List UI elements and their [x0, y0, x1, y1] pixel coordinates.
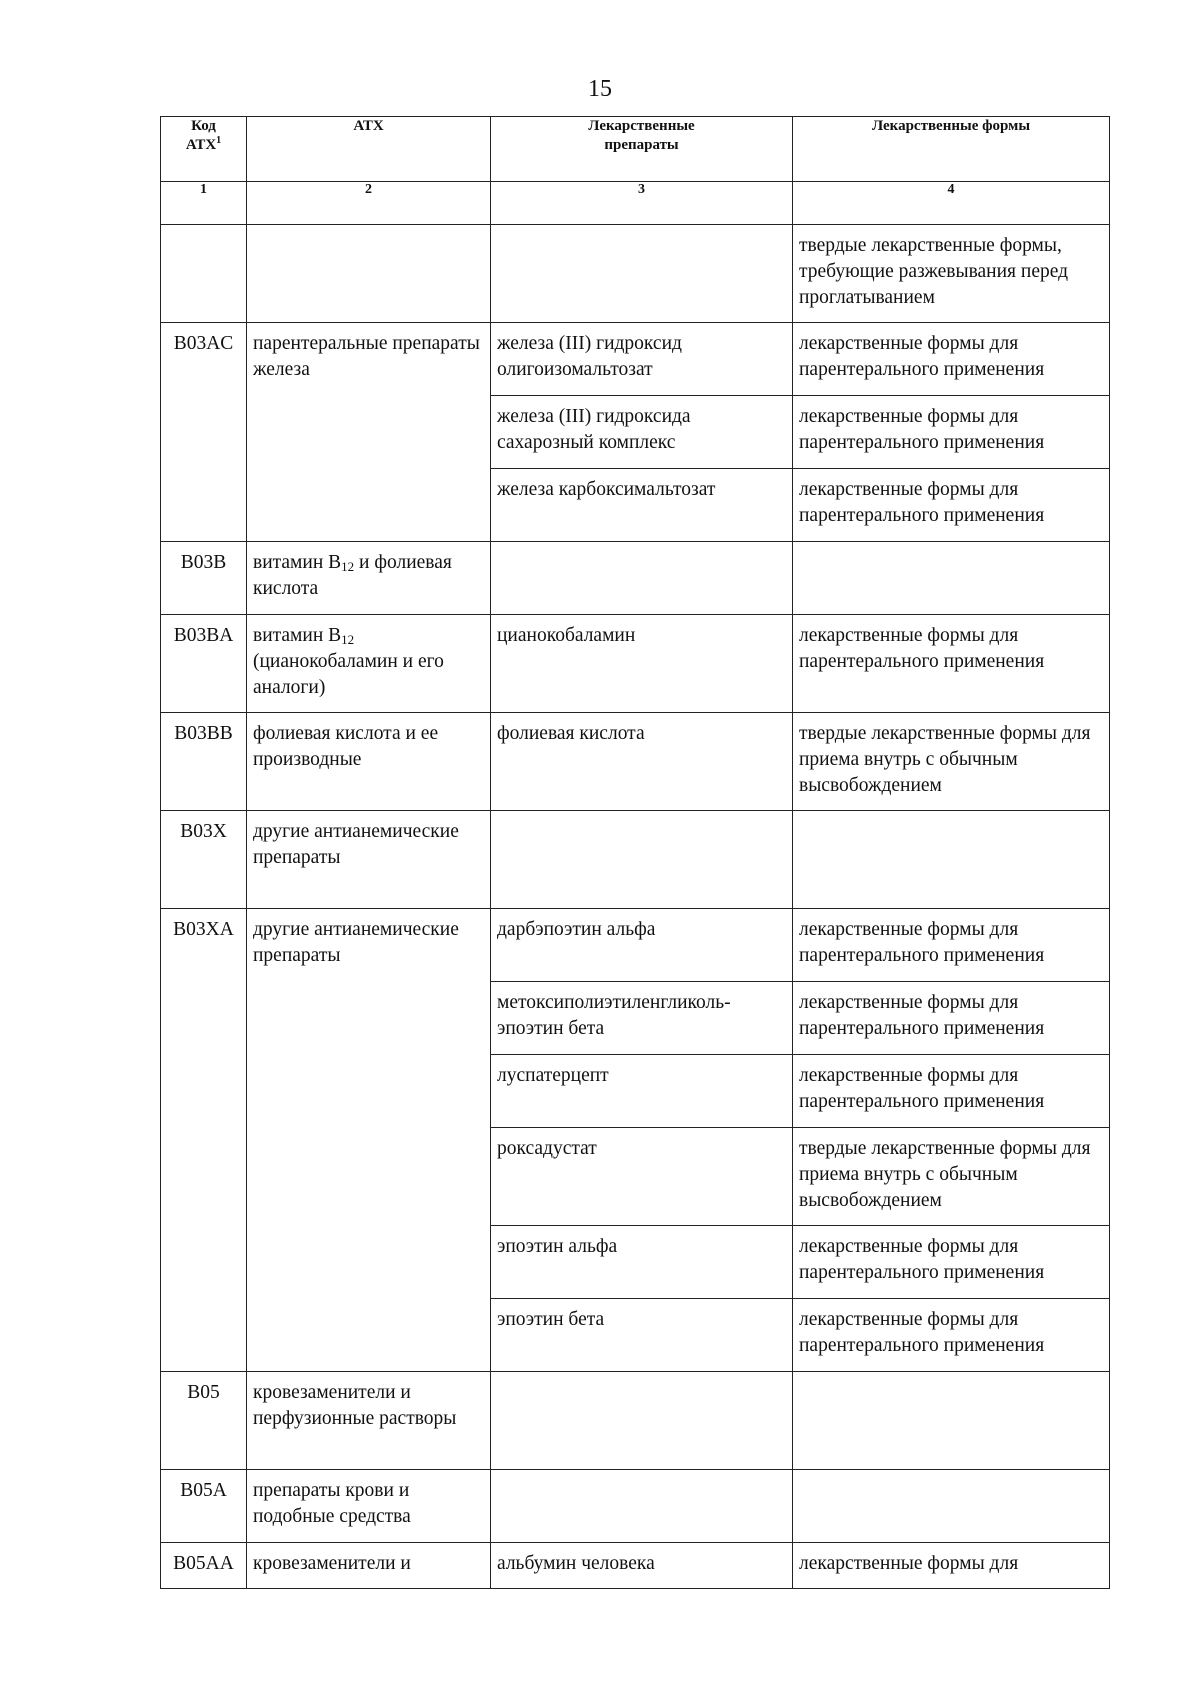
drug-cell: луспатерцепт — [491, 1055, 793, 1128]
table-row — [161, 1543, 1110, 1589]
drug-cell: железа карбоксимальтозат — [491, 469, 793, 542]
form-cell: лекарственные формы для парентерального применения — [793, 982, 1110, 1055]
form-cell: лекарственные формы для парентерального применения — [793, 323, 1110, 396]
atc-name-cell: парентеральные препараты железа — [247, 323, 491, 542]
form-cell: лекарственные формы для парентерального применения — [793, 1299, 1110, 1372]
table-row — [161, 323, 1110, 396]
atc-name-cell — [247, 225, 491, 323]
form-cell: лекарственные формы для парентерального применения — [793, 615, 1110, 713]
atc-code-cell: B05 — [161, 1372, 247, 1470]
atc-name-cell: витамин $B_{12}$ и фолиевая кислота — [247, 542, 491, 615]
atc-name-cell: другие антианемические препараты — [247, 811, 491, 909]
atc-code-cell: B05AA — [161, 1543, 247, 1589]
atc-name-cell: другие антианемические препараты — [247, 909, 491, 1372]
header-drugs-label: Лекарственные препараты — [588, 118, 695, 153]
form-cell: твердые лекарственные формы, требующие разжевывания перед проглатыванием — [793, 225, 1110, 323]
header-drugs — [491, 117, 793, 182]
drug-cell: фолиевая кислота — [491, 713, 793, 811]
atc-code-cell — [161, 225, 247, 323]
form-cell: лекарственные формы для парентерального применения — [793, 1226, 1110, 1299]
table-row — [161, 615, 1110, 713]
form-cell — [793, 1470, 1110, 1543]
atc-code-cell: B03BA — [161, 615, 247, 713]
atc-name-cell: кровезаменители и перфузионные растворы — [247, 1372, 491, 1470]
drug-cell — [491, 1470, 793, 1543]
header-atc: АТХ — [247, 117, 491, 182]
drug-cell — [491, 811, 793, 909]
atc-code-cell: B03AC — [161, 323, 247, 542]
form-cell: лекарственные формы для парентерального применения — [793, 469, 1110, 542]
footnote-marker: 1 — [216, 135, 222, 146]
drug-cell — [491, 542, 793, 615]
drug-cell: железа (III) гидроксид олигоизомальтозат — [491, 323, 793, 396]
form-cell: лекарственные формы для парентерального применения — [793, 909, 1110, 982]
form-cell: твердые лекарственные формы для приема внутрь с обычным высвобождением — [793, 1128, 1110, 1226]
form-cell: лекарственные формы для — [793, 1543, 1110, 1589]
column-number: 4 — [793, 182, 1110, 225]
table-row — [161, 1470, 1110, 1543]
column-number: 1 — [161, 182, 247, 225]
drug-cell: дарбэпоэтин альфа — [491, 909, 793, 982]
atc-code-cell: B03BB — [161, 713, 247, 811]
form-cell: лекарственные формы для парентерального применения — [793, 396, 1110, 469]
form-cell — [793, 542, 1110, 615]
table-row — [161, 713, 1110, 811]
drug-cell: роксадустат — [491, 1128, 793, 1226]
form-cell: лекарственные формы для парентерального применения — [793, 1055, 1110, 1128]
page-number: 15 — [588, 76, 612, 102]
atc-code-cell: B03XA — [161, 909, 247, 1372]
drug-cell — [491, 225, 793, 323]
drug-cell — [491, 1372, 793, 1470]
header-forms: Лекарственные формы — [793, 117, 1110, 182]
column-number: 2 — [247, 182, 491, 225]
drug-cell: цианокобаламин — [491, 615, 793, 713]
table-row — [161, 225, 1110, 323]
column-number: 3 — [491, 182, 793, 225]
table-row — [161, 1372, 1110, 1470]
header-atc-code — [161, 117, 247, 182]
drug-cell: метоксиполиэтиленгликоль-эпоэтин бета — [491, 982, 793, 1055]
atc-name-cell: препараты крови и подобные средства — [247, 1470, 491, 1543]
column-number-row — [161, 182, 1110, 225]
atc-code-cell: B05A — [161, 1470, 247, 1543]
header-atc-code-line1: Код — [191, 118, 216, 134]
table-row — [161, 542, 1110, 615]
form-cell: твердые лекарственные формы для приема внутрь с обычным высвобождением — [793, 713, 1110, 811]
table-row — [161, 909, 1110, 982]
drug-cell: железа (III) гидроксида сахарозный комплекс — [491, 396, 793, 469]
drug-cell: альбумин человека — [491, 1543, 793, 1589]
atc-code-cell: B03X — [161, 811, 247, 909]
atc-code-cell: B03B — [161, 542, 247, 615]
table-row — [161, 811, 1110, 909]
atc-name-cell: кровезаменители и — [247, 1543, 491, 1589]
form-cell — [793, 1372, 1110, 1470]
atc-drug-table — [160, 116, 1110, 1589]
table-header-row — [161, 117, 1110, 182]
drug-cell: эпоэтин бета — [491, 1299, 793, 1372]
form-cell — [793, 811, 1110, 909]
header-atc-code-line2: АТХ — [185, 137, 217, 153]
atc-name-cell: витамин $B_{12}$ (цианокобаламин и его аналоги) — [247, 615, 491, 713]
atc-name-cell: фолиевая кислота и ее производные — [247, 713, 491, 811]
drug-cell: эпоэтин альфа — [491, 1226, 793, 1299]
